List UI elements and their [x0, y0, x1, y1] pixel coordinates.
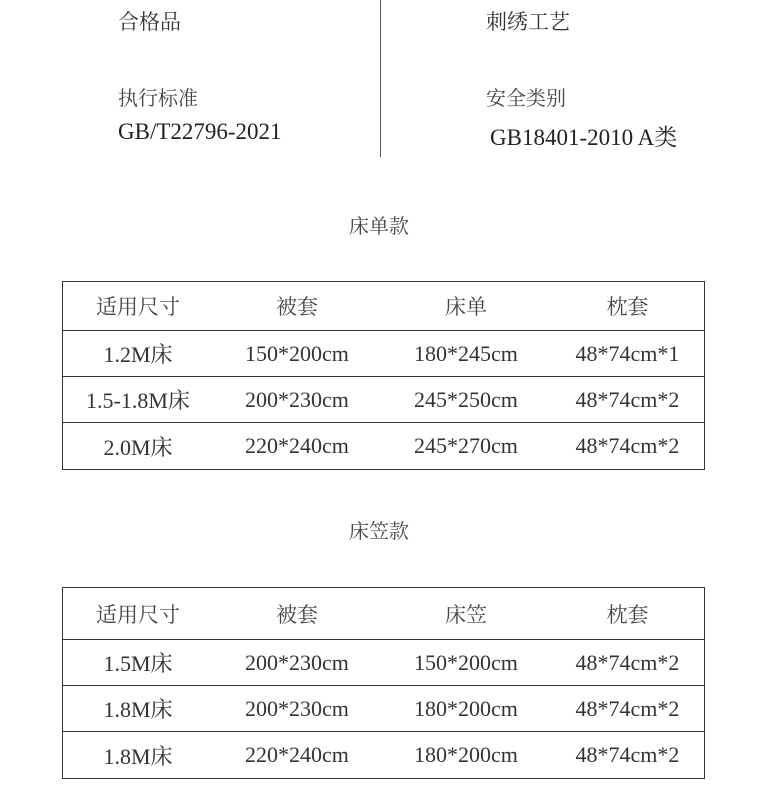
cell-pillowcase: 48*74cm*1 — [575, 340, 680, 366]
cell-duvet-cover: 220*240cm — [245, 433, 349, 458]
cell-duvet-cover: 200*230cm — [245, 695, 349, 721]
cell-sheet: 180*245cm — [414, 340, 518, 366]
cell-size: 1.5M床 — [103, 651, 173, 676]
cell-pillowcase: 48*74cm*2 — [575, 695, 680, 721]
cell-pillowcase: 48*74cm*2 — [575, 742, 680, 767]
cell-duvet-cover: 200*230cm — [245, 649, 349, 675]
safety-value: GB18401-2010 A类 — [490, 125, 678, 150]
cell-pillowcase: 48*74cm*2 — [575, 433, 680, 458]
safety-label: 安全类别 — [486, 86, 566, 110]
cell-size: 2.0M床 — [103, 434, 173, 460]
header-size: 适用尺寸 — [96, 602, 180, 627]
header-duvet-cover: 被套 — [276, 602, 318, 627]
header-size: 适用尺寸 — [96, 295, 180, 319]
quality-grade: 合格品 — [118, 10, 181, 34]
table-header-row — [63, 588, 704, 640]
header-duvet-cover: 被套 — [276, 295, 318, 319]
craft-type: 刺绣工艺 — [486, 10, 570, 34]
cell-size: 1.5-1.8M床 — [86, 388, 190, 413]
table-row — [63, 423, 704, 469]
header-pillowcase: 枕套 — [606, 295, 649, 319]
cell-fitted-sheet: 180*200cm — [414, 695, 518, 721]
section-title-flat-sheet: 床单款 — [349, 214, 409, 238]
table-header-row — [63, 282, 704, 331]
standard-value: GB/T22796-2021 — [118, 119, 282, 144]
cell-fitted-sheet: 150*200cm — [414, 649, 518, 675]
cell-fitted-sheet: 180*200cm — [414, 742, 518, 767]
cell-size: 1.8M床 — [103, 743, 173, 769]
size-table-fitted-sheet — [62, 587, 705, 779]
header-fitted-sheet: 床笠 — [445, 602, 487, 627]
cell-pillowcase: 48*74cm*2 — [575, 649, 680, 675]
standard-label: 执行标准 — [118, 86, 198, 110]
section-title-fitted-sheet: 床笠款 — [349, 519, 409, 543]
cell-pillowcase: 48*74cm*2 — [575, 386, 680, 412]
spec-divider — [380, 0, 381, 157]
table-row — [63, 686, 704, 732]
cell-duvet-cover: 200*230cm — [245, 386, 349, 412]
cell-duvet-cover: 220*240cm — [245, 742, 349, 767]
header-sheet: 床单 — [445, 295, 487, 319]
table-row — [63, 640, 704, 686]
table-row — [63, 732, 704, 778]
cell-sheet: 245*270cm — [414, 433, 518, 458]
header-pillowcase: 枕套 — [606, 602, 649, 627]
cell-size: 1.2M床 — [103, 342, 173, 367]
cell-duvet-cover: 150*200cm — [245, 340, 349, 366]
cell-sheet: 245*250cm — [414, 386, 518, 412]
size-table-flat-sheet — [62, 281, 705, 470]
cell-size: 1.8M床 — [103, 697, 173, 722]
table-row — [63, 377, 704, 423]
table-row — [63, 331, 704, 377]
